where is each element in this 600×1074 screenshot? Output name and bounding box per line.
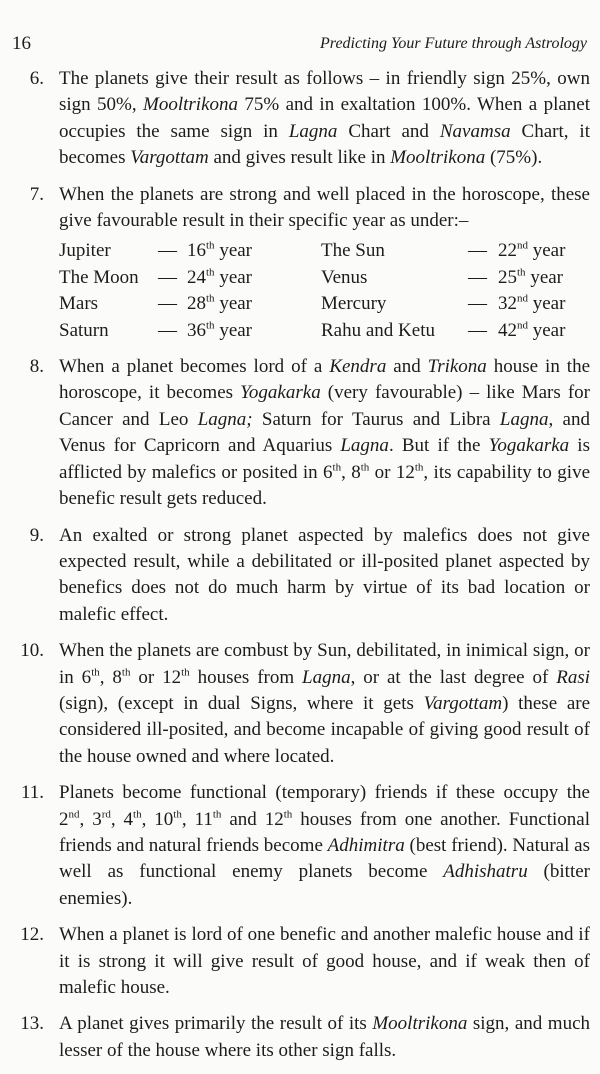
page-header bbox=[0, 33, 600, 57]
table-row: Mars — 28th year Mercury — 32nd year bbox=[59, 292, 566, 315]
item-text: The planets give their result as follows – in friendly sign 25%, own sign 50%, Mooltrikona 75% and in exaltation 100%. When a planet occupies the same sign in Lagna Chart and Navamsa Chart, it becomes Vargottam and gives result like in Mooltrikona (75%). bbox=[59, 68, 590, 169]
page-content bbox=[0, 66, 600, 1074]
item-number: 11. bbox=[20, 782, 44, 804]
item-text: When the planets are strong and well placed in the horoscope, these give favourable result in their specific year as under:– bbox=[59, 183, 590, 232]
item-text: When the planets are combust by Sun, debilitated, in inimical sign, or in 6th, 8th or 12th houses from Lagna, or at the last degree of Rasi (sign), (except in dual Signs, where it gets Vargottam) these are considered ill-posited, and become incapable of giving good result of the house owned and where located. bbox=[59, 640, 591, 767]
item-number: 8. bbox=[29, 356, 44, 378]
running-title: Predicting Your Future through Astrology bbox=[320, 35, 587, 52]
page-number: 16 bbox=[12, 33, 31, 54]
item-number: 12. bbox=[20, 924, 44, 946]
item-text: A planet gives primarily the result of its Mooltrikona sign, and much lesser of the house where its other sign falls. bbox=[59, 1013, 590, 1061]
table-row: Saturn — 36th year Rahu and Ketu — 42nd year bbox=[59, 319, 566, 341]
item-text: An exalted or strong planet aspected by malefics does not give expected result, while a debilitated or ill-posited planet aspected by benefics does not do much harm by virtue of its bad location or malefic effect. bbox=[59, 524, 590, 625]
item-text: When a planet becomes lord of a Kendra and Trikona house in the horoscope, it becomes Yogakarka (very favourable) – like Mars for Cancer and Leo Lagna; Saturn for Taurus and Libra Lagna, and Venus for Capricorn and Aquarius Lagna. But if the Yogakarka is afflicted by malefics or posited in 6th, 8th or 12th, its capability to give benefic result gets reduced. bbox=[59, 356, 591, 510]
rule-item-11 bbox=[0, 780, 600, 912]
rule-item-10 bbox=[0, 638, 600, 770]
item-text: Planets become functional (temporary) friends if these occupy the 2nd, 3rd, 4th, 10th, 11th and 12th houses from one another. Functional friends and natural friends become Adhimitra (best friend). Natural as well as functional enemy planets become Adhishatru (bitter enemies). bbox=[59, 782, 590, 909]
item-number: 7. bbox=[29, 183, 44, 205]
rule-item-12 bbox=[0, 922, 600, 1001]
item-number: 6. bbox=[29, 68, 44, 89]
table-row: The Moon — 24th year Venus — 25th year bbox=[59, 266, 564, 288]
rule-item-6 bbox=[0, 66, 600, 172]
item-number: 10. bbox=[20, 640, 44, 662]
item-number: 9. bbox=[29, 524, 44, 546]
item-number: 13. bbox=[20, 1013, 44, 1035]
rule-item-9 bbox=[0, 523, 600, 629]
rule-item-7 bbox=[0, 182, 600, 344]
table-row: Jupiter — 16th year The Sun — 22nd year bbox=[59, 240, 566, 262]
rule-item-8 bbox=[0, 354, 600, 512]
planet-years-table bbox=[59, 238, 565, 344]
rule-item-13 bbox=[0, 1011, 600, 1064]
item-text: When a planet is lord of one benefic and another malefic house and if it is strong it will give result of good house, and if weak then of malefic house. bbox=[59, 924, 590, 998]
